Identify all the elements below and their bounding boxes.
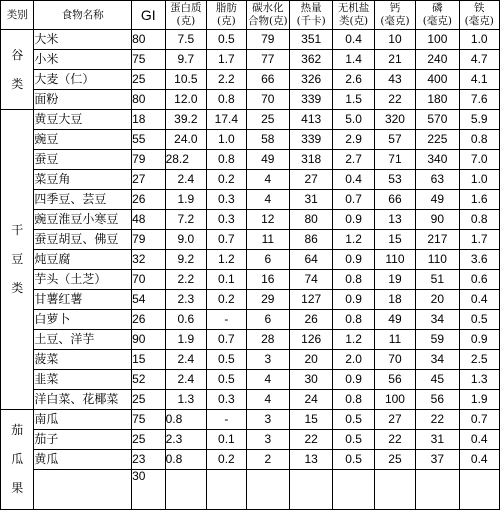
protein-cell: 0.8 — [165, 450, 207, 470]
food-name-cell: 茄子 — [34, 430, 132, 450]
phosphorus-cell: 63 — [416, 170, 459, 190]
header-calories: 热量 (千卡) — [289, 1, 332, 30]
carbohydrate-cell: 58 — [246, 130, 289, 150]
header-calcium: 钙 (毫克) — [374, 1, 415, 30]
table-row — [1, 150, 500, 170]
protein-cell: 9.0 — [165, 230, 207, 250]
phosphorus-cell: 34 — [416, 310, 459, 330]
minerals-cell: 0.5 — [333, 430, 374, 450]
header-food-name: 食物名称 — [34, 1, 132, 30]
carbohydrate-cell: 66 — [246, 70, 289, 90]
carbohydrate-cell: 3 — [246, 350, 289, 370]
table-row — [1, 110, 500, 130]
gi-cell: 26 — [132, 190, 166, 210]
category-char: 果 — [11, 481, 24, 495]
food-name-cell: 甘薯红薯 — [34, 290, 132, 310]
calories-cell: 86 — [289, 230, 332, 250]
gi-cell: 80 — [132, 90, 166, 110]
calcium-cell: 110 — [374, 250, 415, 270]
calcium-cell: 56 — [374, 370, 415, 390]
table-row — [1, 90, 500, 110]
fat-cell: 0.5 — [207, 350, 247, 370]
phosphorus-cell — [416, 470, 459, 510]
gi-cell: 32 — [132, 250, 166, 270]
carbohydrate-cell: 4 — [246, 190, 289, 210]
calories-cell: 30 — [289, 370, 332, 390]
minerals-cell: 2.7 — [333, 150, 374, 170]
protein-cell: 7.5 — [165, 30, 207, 50]
iron-cell: 0.4 — [459, 450, 499, 470]
protein-cell: 2.3 — [165, 290, 207, 310]
header-protein: 蛋白质 (克) — [165, 1, 207, 30]
gi-cell: 26 — [132, 310, 166, 330]
iron-cell: 0.4 — [459, 290, 499, 310]
phosphorus-cell: 45 — [416, 370, 459, 390]
calories-cell: 24 — [289, 390, 332, 410]
fat-cell: 0.2 — [207, 450, 247, 470]
minerals-cell: 0.9 — [333, 290, 374, 310]
header-phosphorus: 磷 (毫克) — [416, 1, 459, 30]
table-row — [1, 30, 500, 50]
protein-cell: 9.7 — [165, 50, 207, 70]
protein-cell: 2.4 — [165, 370, 207, 390]
calories-cell — [289, 470, 332, 510]
calcium-cell: 43 — [374, 70, 415, 90]
calcium-cell: 57 — [374, 130, 415, 150]
category-char: 豆 — [11, 252, 24, 266]
header-row — [1, 1, 500, 30]
iron-cell: 2.5 — [459, 350, 499, 370]
fat-cell: 0.3 — [207, 190, 247, 210]
protein-cell: 24.0 — [165, 130, 207, 150]
iron-cell: 4.1 — [459, 70, 499, 90]
fat-cell: 0.1 — [207, 270, 247, 290]
carbohydrate-cell: 29 — [246, 290, 289, 310]
iron-cell: 0.8 — [459, 210, 499, 230]
minerals-cell: 2.9 — [333, 130, 374, 150]
fat-cell: 0.7 — [207, 230, 247, 250]
iron-cell: 7.0 — [459, 150, 499, 170]
calcium-cell: 53 — [374, 170, 415, 190]
table-row — [1, 450, 500, 470]
table-row — [1, 330, 500, 350]
iron-cell: 1.0 — [459, 30, 499, 50]
protein-cell: 1.9 — [165, 330, 207, 350]
fat-cell: 0.3 — [207, 210, 247, 230]
phosphorus-cell: 225 — [416, 130, 459, 150]
food-name-cell — [34, 470, 132, 510]
carbohydrate-cell: 2 — [246, 450, 289, 470]
protein-cell: 7.2 — [165, 210, 207, 230]
header-gi: GI — [132, 1, 166, 30]
phosphorus-cell: 59 — [416, 330, 459, 350]
fat-cell: 1.2 — [207, 250, 247, 270]
phosphorus-cell: 37 — [416, 450, 459, 470]
calories-cell: 339 — [289, 130, 332, 150]
protein-cell — [165, 470, 207, 510]
iron-cell: 0.9 — [459, 330, 499, 350]
minerals-cell: 1.4 — [333, 50, 374, 70]
food-name-cell: 土豆、洋芋 — [34, 330, 132, 350]
table-row — [1, 70, 500, 90]
iron-cell: 1.3 — [459, 370, 499, 390]
calories-cell: 339 — [289, 90, 332, 110]
table-row — [1, 130, 500, 150]
fat-cell: 0.3 — [207, 390, 247, 410]
fat-cell: - — [207, 410, 247, 430]
table-row — [1, 370, 500, 390]
table-row — [1, 50, 500, 70]
food-name-cell: 炖豆腐 — [34, 250, 132, 270]
gi-cell: 80 — [132, 30, 166, 50]
protein-cell: 10.5 — [165, 70, 207, 90]
table-row — [1, 290, 500, 310]
phosphorus-cell: 570 — [416, 110, 459, 130]
protein-cell: 39.2 — [165, 110, 207, 130]
minerals-cell: 2.6 — [333, 70, 374, 90]
phosphorus-cell: 100 — [416, 30, 459, 50]
table-body — [1, 30, 500, 510]
gi-cell: 27 — [132, 170, 166, 190]
fat-cell: 0.2 — [207, 290, 247, 310]
calories-cell: 15 — [289, 410, 332, 430]
iron-cell: 1.7 — [459, 230, 499, 250]
gi-cell: 25 — [132, 430, 166, 450]
gi-cell: 25 — [132, 70, 166, 90]
phosphorus-cell: 110 — [416, 250, 459, 270]
carbohydrate-cell: 6 — [246, 250, 289, 270]
minerals-cell: 0.9 — [333, 250, 374, 270]
fat-cell: 0.5 — [207, 370, 247, 390]
header-category: 类别 — [1, 1, 34, 30]
category-cell — [1, 110, 34, 410]
carbohydrate-cell: 4 — [246, 390, 289, 410]
fat-cell — [207, 470, 247, 510]
calories-cell: 26 — [289, 310, 332, 330]
calcium-cell: 10 — [374, 30, 415, 50]
calcium-cell: 15 — [374, 230, 415, 250]
carbohydrate-cell: 6 — [246, 310, 289, 330]
fat-cell: 1.0 — [207, 130, 247, 150]
category-char: 瓜 — [11, 452, 24, 466]
iron-cell: 1.6 — [459, 190, 499, 210]
iron-cell: 1.0 — [459, 170, 499, 190]
header-fat: 脂肪 (克) — [207, 1, 247, 30]
table-row — [1, 210, 500, 230]
food-name-cell: 南瓜 — [34, 410, 132, 430]
calories-cell: 13 — [289, 450, 332, 470]
carbohydrate-cell: 12 — [246, 210, 289, 230]
food-name-cell: 芋头（土芝） — [34, 270, 132, 290]
iron-cell: 0.5 — [459, 310, 499, 330]
table-row — [1, 410, 500, 430]
carbohydrate-cell: 4 — [246, 370, 289, 390]
header-minerals: 无机盐 类(克) — [333, 1, 374, 30]
minerals-cell: 0.8 — [333, 310, 374, 330]
calories-cell: 127 — [289, 290, 332, 310]
iron-cell: 4.7 — [459, 50, 499, 70]
calcium-cell: 71 — [374, 150, 415, 170]
food-name-cell: 四季豆、芸豆 — [34, 190, 132, 210]
food-name-cell: 菜豆角 — [34, 170, 132, 190]
calories-cell: 413 — [289, 110, 332, 130]
calcium-cell: 22 — [374, 90, 415, 110]
gi-cell: 52 — [132, 370, 166, 390]
carbohydrate-cell: 70 — [246, 90, 289, 110]
gi-cell: 15 — [132, 350, 166, 370]
fat-cell: 0.2 — [207, 170, 247, 190]
iron-cell: 0.7 — [459, 410, 499, 430]
protein-cell: 2.4 — [165, 170, 207, 190]
food-name-cell: 豌豆淮豆小寒豆 — [34, 210, 132, 230]
table-row — [1, 190, 500, 210]
gi-cell: 55 — [132, 130, 166, 150]
table-row — [1, 230, 500, 250]
protein-cell: 9.2 — [165, 250, 207, 270]
category-char: 谷 — [11, 47, 24, 62]
gi-cell: 75 — [132, 50, 166, 70]
calcium-cell: 49 — [374, 310, 415, 330]
phosphorus-cell: 20 — [416, 290, 459, 310]
gi-cell: 54 — [132, 290, 166, 310]
gi-cell: 70 — [132, 270, 166, 290]
protein-cell: 12.0 — [165, 90, 207, 110]
iron-cell: 0.4 — [459, 430, 499, 450]
calories-cell: 351 — [289, 30, 332, 50]
category-cell — [1, 410, 34, 510]
minerals-cell: 0.9 — [333, 210, 374, 230]
carbohydrate-cell: 3 — [246, 430, 289, 450]
minerals-cell: 0.4 — [333, 170, 374, 190]
iron-cell: 7.6 — [459, 90, 499, 110]
gi-cell: 25 — [132, 390, 166, 410]
minerals-cell: 0.4 — [333, 30, 374, 50]
calories-cell: 74 — [289, 270, 332, 290]
protein-cell: 0.6 — [165, 310, 207, 330]
calcium-cell: 66 — [374, 190, 415, 210]
calcium-cell: 18 — [374, 290, 415, 310]
phosphorus-cell: 56 — [416, 390, 459, 410]
protein-cell: 1.3 — [165, 390, 207, 410]
fat-cell: 0.5 — [207, 30, 247, 50]
minerals-cell: 1.5 — [333, 90, 374, 110]
category-cell — [1, 30, 34, 110]
iron-cell: 0.6 — [459, 270, 499, 290]
phosphorus-cell: 180 — [416, 90, 459, 110]
phosphorus-cell: 340 — [416, 150, 459, 170]
phosphorus-cell: 34 — [416, 350, 459, 370]
minerals-cell: 0.9 — [333, 370, 374, 390]
minerals-cell: 0.5 — [333, 450, 374, 470]
phosphorus-cell: 31 — [416, 430, 459, 450]
gi-cell: 90 — [132, 330, 166, 350]
minerals-cell: 0.7 — [333, 190, 374, 210]
protein-cell: 0.8 — [165, 410, 207, 430]
calcium-cell: 27 — [374, 410, 415, 430]
food-name-cell: 小米 — [34, 50, 132, 70]
food-name-cell: 大麦（仁） — [34, 70, 132, 90]
iron-cell: 3.6 — [459, 250, 499, 270]
calcium-cell: 320 — [374, 110, 415, 130]
minerals-cell: 2.0 — [333, 350, 374, 370]
fat-cell: 0.7 — [207, 330, 247, 350]
gi-cell: 75 — [132, 410, 166, 430]
gi-cell: 23 — [132, 450, 166, 470]
fat-cell: 2.2 — [207, 70, 247, 90]
protein-cell: 2.2 — [165, 270, 207, 290]
food-name-cell: 面粉 — [34, 90, 132, 110]
header-carbohydrate: 碳水化 合物(克) — [246, 1, 289, 30]
food-name-cell: 黄豆大豆 — [34, 110, 132, 130]
table-row — [1, 270, 500, 290]
calories-cell: 80 — [289, 210, 332, 230]
fat-cell: 0.8 — [207, 150, 247, 170]
iron-cell: 0.8 — [459, 130, 499, 150]
table-row — [1, 390, 500, 410]
phosphorus-cell: 240 — [416, 50, 459, 70]
carbohydrate-cell: 79 — [246, 30, 289, 50]
food-name-cell: 大米 — [34, 30, 132, 50]
calories-cell: 31 — [289, 190, 332, 210]
minerals-cell: 5.0 — [333, 110, 374, 130]
minerals-cell: 1.2 — [333, 230, 374, 250]
protein-cell: 2.3 — [165, 430, 207, 450]
food-name-cell: 豌豆 — [34, 130, 132, 150]
calories-cell: 22 — [289, 430, 332, 450]
minerals-cell: 1.2 — [333, 330, 374, 350]
calcium-cell — [374, 470, 415, 510]
food-name-cell: 韭菜 — [34, 370, 132, 390]
table-row — [1, 430, 500, 450]
table-row — [1, 310, 500, 330]
gi-cell: 48 — [132, 210, 166, 230]
category-char: 类 — [11, 281, 24, 295]
minerals-cell: 0.8 — [333, 270, 374, 290]
table-row — [1, 250, 500, 270]
calcium-cell: 70 — [374, 350, 415, 370]
iron-cell: 5.9 — [459, 110, 499, 130]
minerals-cell: 0.8 — [333, 390, 374, 410]
gi-cell: 18 — [132, 110, 166, 130]
category-char: 类 — [11, 76, 24, 91]
calories-cell: 318 — [289, 150, 332, 170]
calories-cell: 362 — [289, 50, 332, 70]
header-iron: 铁 (毫克) — [459, 1, 499, 30]
calcium-cell: 19 — [374, 270, 415, 290]
calories-cell: 27 — [289, 170, 332, 190]
minerals-cell: 0.5 — [333, 410, 374, 430]
calcium-cell: 21 — [374, 50, 415, 70]
category-char: 茄 — [11, 423, 24, 437]
calories-cell: 64 — [289, 250, 332, 270]
calcium-cell: 11 — [374, 330, 415, 350]
carbohydrate-cell: 11 — [246, 230, 289, 250]
fat-cell: 0.8 — [207, 90, 247, 110]
protein-cell: 2.4 — [165, 350, 207, 370]
table-row — [1, 350, 500, 370]
calories-cell: 20 — [289, 350, 332, 370]
minerals-cell — [333, 470, 374, 510]
fat-cell: 1.7 — [207, 50, 247, 70]
carbohydrate-cell: 4 — [246, 170, 289, 190]
food-name-cell: 菠菜 — [34, 350, 132, 370]
food-name-cell: 洋白菜、花椰菜 — [34, 390, 132, 410]
phosphorus-cell: 51 — [416, 270, 459, 290]
phosphorus-cell: 22 — [416, 410, 459, 430]
calcium-cell: 25 — [374, 450, 415, 470]
food-name-cell: 蚕豆胡豆、佛豆 — [34, 230, 132, 250]
calcium-cell: 100 — [374, 390, 415, 410]
fat-cell: 17.4 — [207, 110, 247, 130]
fat-cell: - — [207, 310, 247, 330]
carbohydrate-cell: 77 — [246, 50, 289, 70]
carbohydrate-cell: 25 — [246, 110, 289, 130]
category-char: 干 — [11, 223, 24, 237]
phosphorus-cell: 217 — [416, 230, 459, 250]
carbohydrate-cell: 3 — [246, 410, 289, 430]
calories-cell: 126 — [289, 330, 332, 350]
food-name-cell: 黄瓜 — [34, 450, 132, 470]
iron-cell — [459, 470, 499, 510]
calcium-cell: 13 — [374, 210, 415, 230]
food-name-cell: 蚕豆 — [34, 150, 132, 170]
table-row — [1, 470, 500, 510]
carbohydrate-cell — [246, 470, 289, 510]
calcium-cell: 22 — [374, 430, 415, 450]
protein-cell: 28.2 — [165, 150, 207, 170]
food-name-cell: 白萝卜 — [34, 310, 132, 330]
phosphorus-cell: 400 — [416, 70, 459, 90]
carbohydrate-cell: 28 — [246, 330, 289, 350]
protein-cell: 1.9 — [165, 190, 207, 210]
calories-cell: 326 — [289, 70, 332, 90]
gi-cell: 79 — [132, 230, 166, 250]
gi-cell: 30 — [132, 470, 166, 510]
phosphorus-cell: 90 — [416, 210, 459, 230]
carbohydrate-cell: 49 — [246, 150, 289, 170]
iron-cell: 1.9 — [459, 390, 499, 410]
table-row — [1, 170, 500, 190]
gi-cell: 79 — [132, 150, 166, 170]
carbohydrate-cell: 16 — [246, 270, 289, 290]
phosphorus-cell: 49 — [416, 190, 459, 210]
fat-cell: 0.1 — [207, 430, 247, 450]
